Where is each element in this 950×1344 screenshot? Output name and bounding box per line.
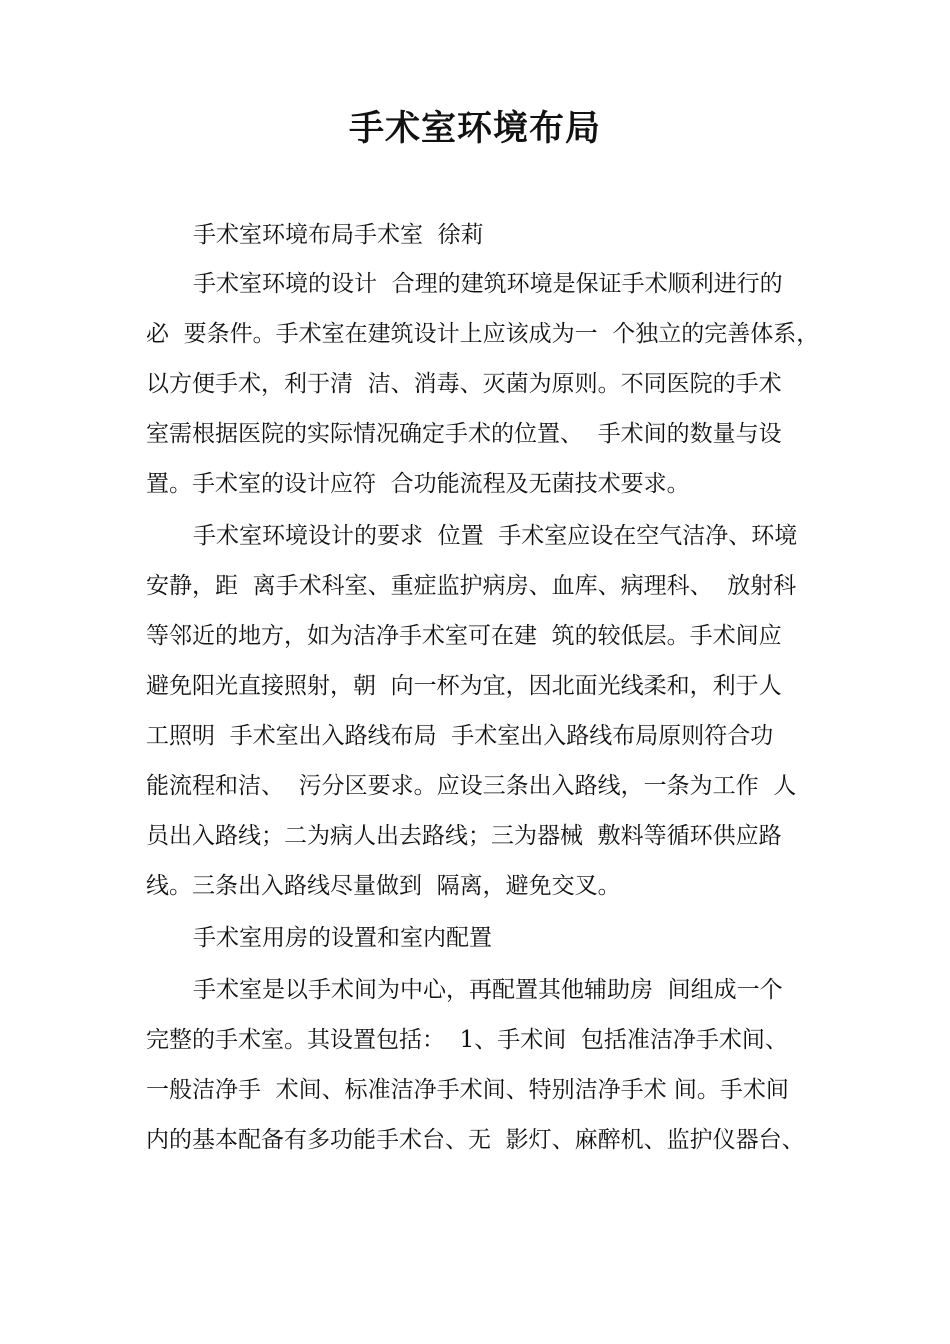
paragraph-line: 手术室环境设计的要求 位置 手术室应设在空气洁净、环境 [193,523,798,549]
paragraph-line: 完整的手术室。其设置包括： 1、手术间 包括准洁净手术间、 [146,1027,788,1053]
paragraph-line: 避免阳光直接照射，朝 向一杯为宜，因北面光线柔和，利于人 [146,673,782,699]
paragraph-line: 必 要条件。手术室在建筑设计上应该成为一 个独立的完善体系， [146,321,820,347]
paragraph-line: 手术室环境布局手术室 徐莉 [193,222,484,248]
paragraph-line: 室需根据医院的实际情况确定手术的位置、 手术间的数量与设 [146,421,782,447]
paragraph-line: 能流程和洁、 污分区要求。应设三条出入路线，一条为工作 人 [146,773,797,799]
paragraph-line: 线。三条出入路线尽量做到 隔离，避免交叉。 [146,873,621,899]
paragraph-line: 以方便手术，利于清 洁、消毒、灭菌为原则。不同医院的手术 [146,371,782,397]
paragraph-line: 手术室环境的设计 合理的建筑环境是保证手术顺利进行的 [193,271,783,297]
paragraph-line: 手术室是以手术间为中心，再配置其他辅助房 间组成一个 [193,977,783,1003]
paragraph-line: 等邻近的地方，如为洁净手术室可在建 筑的较低层。手术间应 [146,623,782,649]
paragraph-line: 员出入路线；二为病人出去路线；三为器械 敷料等循环供应路 [146,823,782,849]
paragraph-line: 内的基本配备有多功能手术台、无 影灯、麻醉机、监护仪器台、 [146,1127,805,1153]
document-title: 手术室环境布局 [348,109,601,149]
paragraph-line: 一般洁净手 术间、标准洁净手术间、特别洁净手术 间。手术间 [146,1077,789,1103]
section-heading: 手术室用房的设置和室内配置 [193,925,492,951]
paragraph-line: 工照明 手术室出入路线布局 手术室出入路线布局原则符合功 [146,723,774,749]
paragraph-line: 安静，距 离手术科室、重症监护病房、血库、病理科、 放射科 [146,573,797,599]
paragraph-line: 置。手术室的设计应符 合功能流程及无菌技术要求。 [146,471,690,497]
